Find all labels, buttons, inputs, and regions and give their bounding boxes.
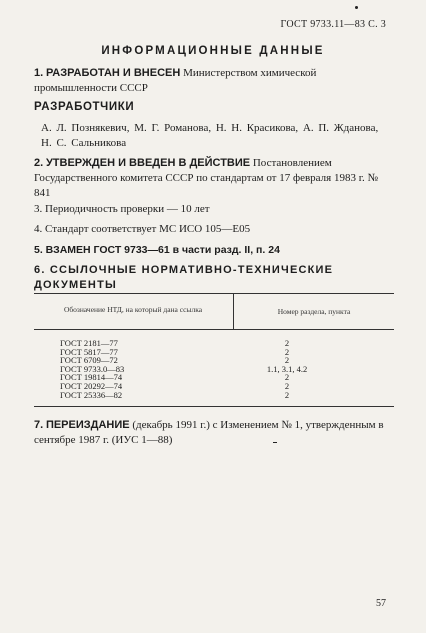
item-2 [34,156,394,201]
table-row-section: 2 [284,381,290,391]
item-6: 6. ССЫЛОЧНЫЕ НОРМАТИВНО-ТЕХНИЧЕСКИЕ ДОКУМЕНТЫ [34,264,334,291]
table-row-section: 2 [284,372,290,383]
item-1-number: 1. [34,67,44,79]
table-row-section: 2 [284,389,290,400]
item-7-text: (декабрь 1991 г.) с Изменением № 1, утвержденным в сентябре 1987 г. (ИУС 1—88) [34,419,384,446]
item-2-number: 2. [34,157,44,169]
item-7 [34,418,394,448]
section-title: ИНФОРМАЦИОННЫЕ ДАННЫЕ [101,45,325,57]
table-row-section: 2 [284,355,290,366]
item-7-heading: ПЕРЕИЗДАНИЕ [45,419,130,431]
table-row-section: 1.1, 3.1, 4.2 [266,363,308,374]
item-1-text: Министерством химической промышленности СССР [34,67,317,94]
item-1-heading: РАЗРАБОТАН И ВНЕСЕН [45,67,181,79]
table-row-ntd: ГОСТ 19814—74 [60,372,123,383]
item-1 [34,66,394,96]
table-row-ntd: ГОСТ 5817—77 [60,346,118,357]
table-row-section: 2 [284,338,290,348]
developers-heading: РАЗРАБОТЧИКИ [34,101,135,113]
item-3: 3. Периодичность проверки — 10 лет [34,203,210,215]
references-table [34,293,394,407]
table-row-section: 2 [284,346,290,357]
page-number: 57 [376,598,386,609]
developers-list: А. Л. Познякевич, М. Г. Романова, Н. Н. Красикова, А. П. Жданова, Н. С. Сальникова [41,122,379,149]
table-row-ntd: ГОСТ 6709—72 [60,355,118,366]
print-dash [273,442,277,443]
table-row-ntd: ГОСТ 20292—74 [60,381,123,391]
item-2-heading: УТВЕРЖДЕН И ВВЕДЕН В ДЕЙСТВИЕ [45,157,251,169]
table-header-ntd: Обозначение НТД, на который дана ссылка [63,305,203,314]
page-header: ГОСТ 9733.11—83 С. 3 [280,19,386,30]
table-row-ntd: ГОСТ 9733.0—83 [60,363,125,374]
table-header-rule [34,329,394,330]
table-bottom-rule [34,406,394,407]
item-4: 4. Стандарт соответствует МС ИСО 105—Е05 [34,223,251,235]
table-row-ntd: ГОСТ 2181—77 [60,338,118,348]
table-top-rule [34,293,394,294]
table-header-section: Номер раздела, пункта [277,307,351,316]
item-7-number: 7. [34,419,44,431]
table-row-ntd: ГОСТ 25336—82 [60,389,123,400]
item-5: 5. ВЗАМЕН ГОСТ 9733—61 в части разд. II, п. 24 [34,244,280,256]
print-speck [355,6,358,9]
item-2-text: Постановлением Государственного комитета СССР по стандартам от 17 февраля 1983 г. № 841 [34,157,378,199]
